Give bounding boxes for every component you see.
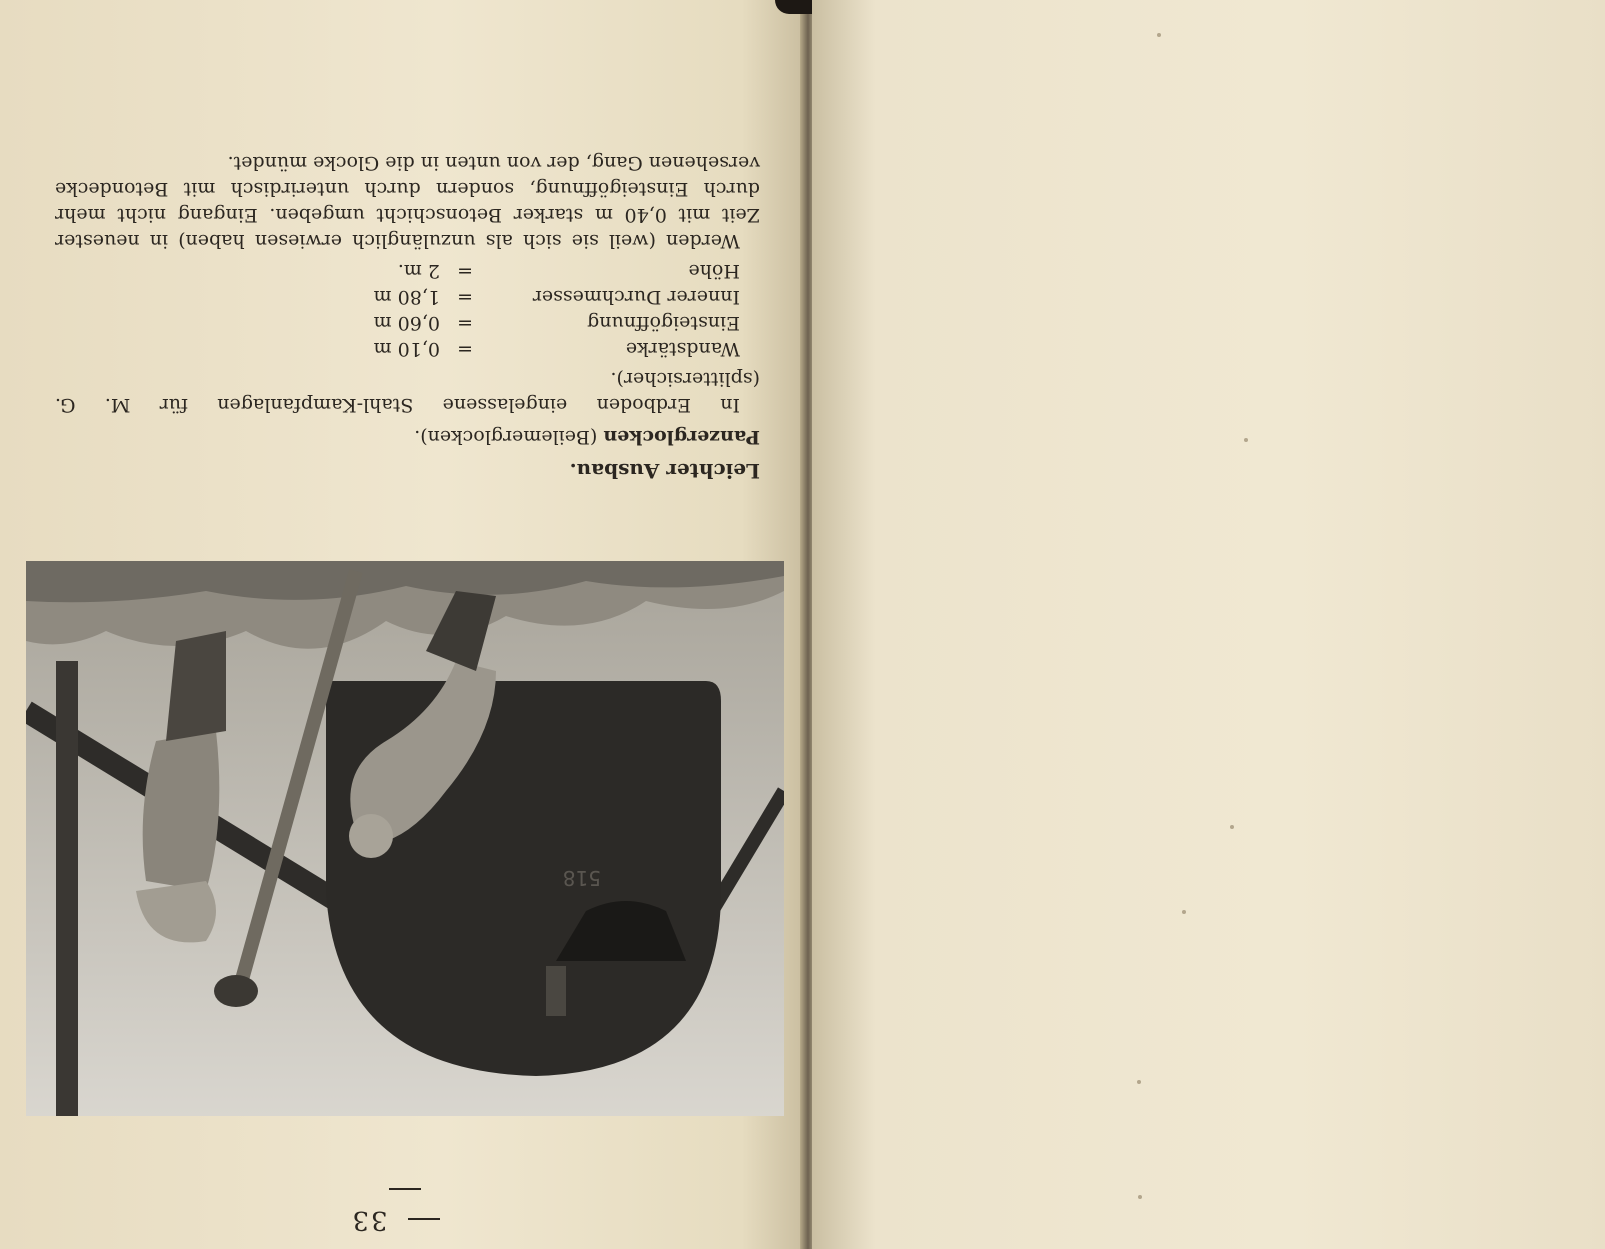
subheading-rest: (Beilemerglocken).: [414, 426, 598, 448]
spec-value: 0,60 m: [373, 312, 440, 334]
paper-speck: [1244, 438, 1248, 442]
spec-label: Einsteigöffnung: [587, 312, 740, 334]
spec-value: 2 m.: [397, 260, 440, 282]
paper-speck: [1138, 1195, 1142, 1199]
spec-label: Wandstärke: [625, 338, 740, 360]
text-block: [55, 150, 760, 484]
page-number: [320, 1175, 490, 1235]
spec-label: Innerer Durchmesser: [532, 286, 740, 308]
spec-label: Höhe: [688, 260, 740, 282]
spec-row: [55, 310, 760, 336]
spec-equals: =: [457, 312, 473, 334]
spec-equals: =: [457, 260, 473, 282]
spec-row: [55, 284, 760, 310]
paper-speck: [1182, 910, 1186, 914]
section-heading: Leichter Ausbau.: [569, 459, 760, 483]
right-page-blank: [812, 0, 1605, 1249]
spec-row: [55, 336, 760, 362]
subheading: [55, 424, 760, 450]
spec-equals: =: [457, 338, 473, 360]
paper-speck: [1137, 1080, 1141, 1084]
paper-speck: [1157, 33, 1161, 37]
page-number-text: 33: [350, 1205, 388, 1235]
spec-row: [55, 258, 760, 284]
spec-value: 0,10 m: [373, 338, 440, 360]
page-number-dash: [389, 1188, 421, 1190]
page-number-dash: [408, 1218, 440, 1220]
subheading-bold: Panzerglocken: [603, 426, 760, 448]
bunker-photo: [26, 561, 784, 1116]
spec-equals: =: [457, 286, 473, 308]
spec-value: 1,80 m: [373, 286, 440, 308]
paper-speck: [1230, 825, 1234, 829]
intro-paragraph: In Erdboden eingelassene Stahl-Kampfanlagen für M. G. (splittersicher).: [55, 368, 760, 416]
bell-marking: 518: [562, 866, 601, 890]
bunker-photo-illustration: [26, 561, 784, 1116]
body-paragraph: Werden (weil sie sich als unzulänglich erwiesen haben) in neuester Zeit mit 0,40 m starker Betonschicht umgeben. Eingang nicht mehr durch Einsteigöffnung, sondern durch unterirdisch mit Betondecke versehenen Gang, der von unten in die Glocke mündet.: [55, 152, 760, 252]
